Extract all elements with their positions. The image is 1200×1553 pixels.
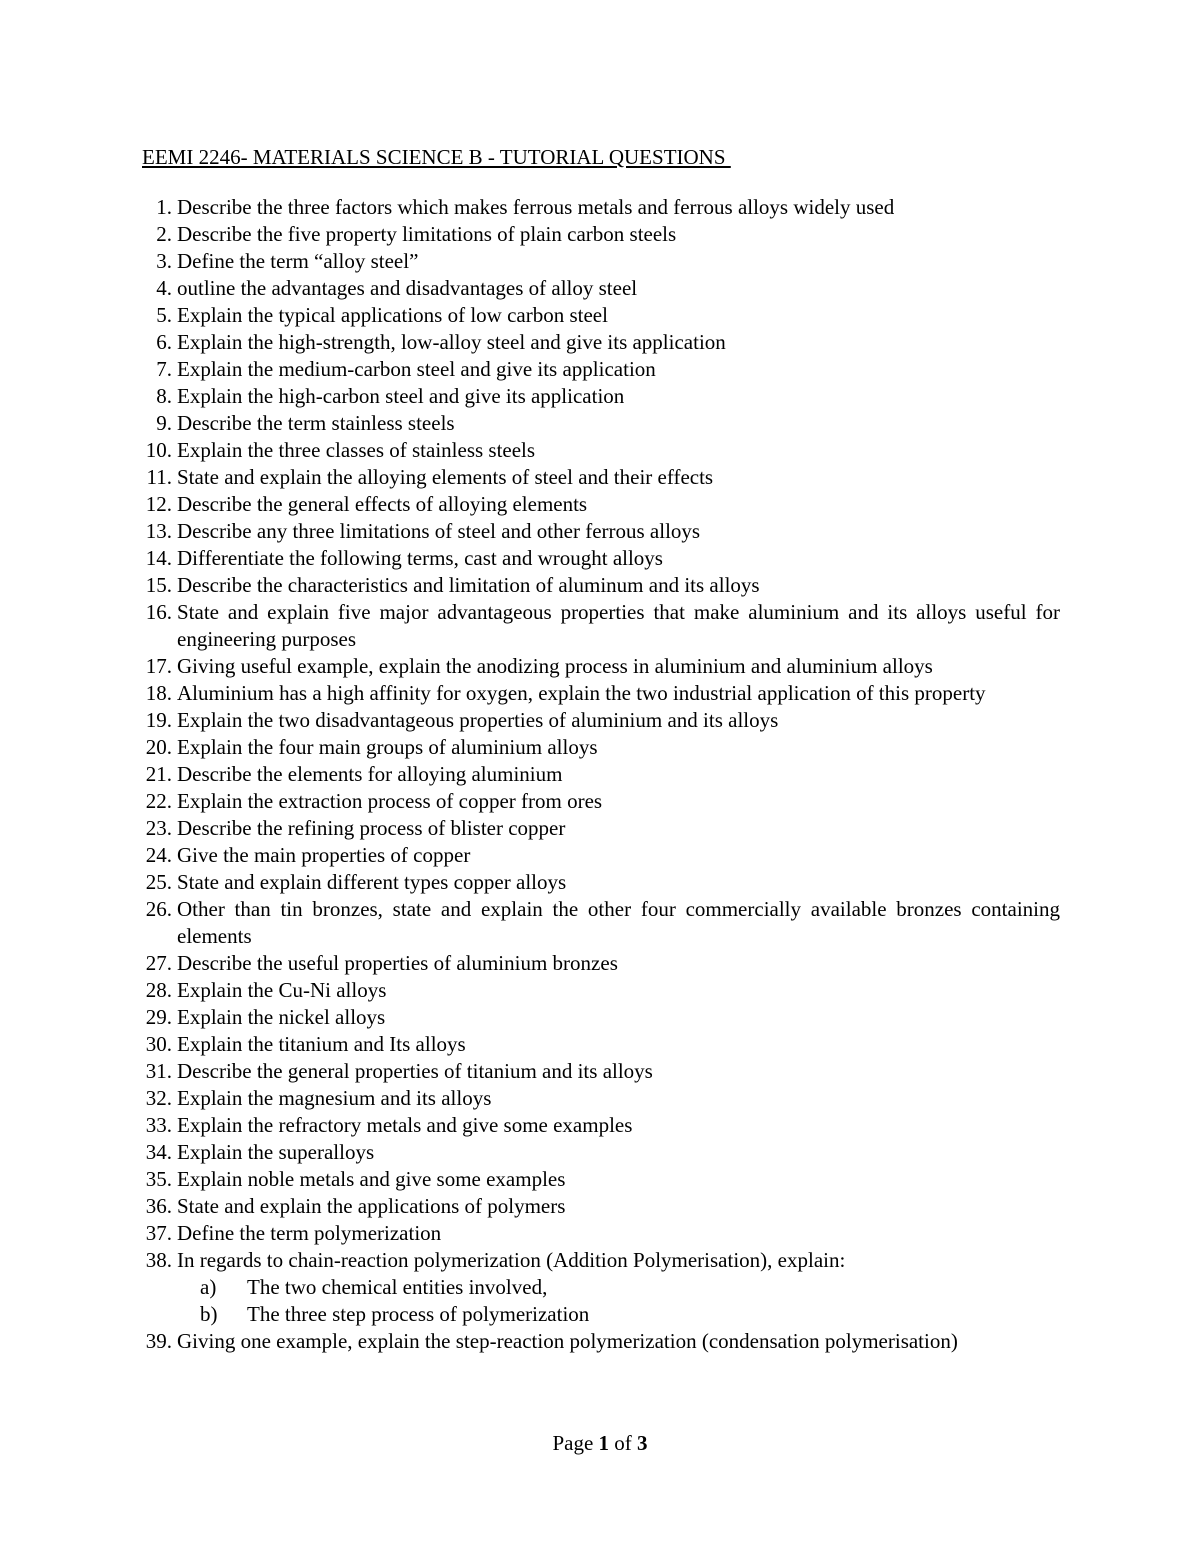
question-text: Describe the useful properties of aluminium bronzes xyxy=(177,951,618,975)
question-item xyxy=(130,1085,1060,1112)
question-text: Explain the four main groups of aluminium alloys xyxy=(177,735,598,759)
question-number: 12. xyxy=(145,492,172,516)
question-text: State and explain the applications of polymers xyxy=(177,1194,566,1218)
question-text: Explain the refractory metals and give some examples xyxy=(177,1113,633,1137)
question-item xyxy=(130,491,1060,518)
question-text: Other than tin bronzes, state and explain the other four commercially available bronzes containing elements xyxy=(177,897,1060,948)
question-item xyxy=(130,383,1060,410)
question-text: Describe the general properties of titanium and its alloys xyxy=(177,1059,653,1083)
question-number: 21. xyxy=(145,762,172,786)
question-item xyxy=(130,1247,1060,1328)
question-number: 18. xyxy=(145,681,172,705)
sub-question-text: The three step process of polymerization xyxy=(247,1302,590,1326)
question-item xyxy=(130,1112,1060,1139)
question-number: 3. xyxy=(156,249,172,273)
question-text: Differentiate the following terms, cast and wrought alloys xyxy=(177,546,663,570)
question-number: 39. xyxy=(145,1329,172,1353)
question-item xyxy=(130,815,1060,842)
question-item xyxy=(130,329,1060,356)
question-item xyxy=(130,1220,1060,1247)
question-text: Explain noble metals and give some examples xyxy=(177,1167,566,1191)
question-number: 2. xyxy=(156,222,172,246)
question-number: 1. xyxy=(156,195,172,219)
question-item xyxy=(130,275,1060,302)
question-text: Explain the high-strength, low-alloy steel and give its application xyxy=(177,330,726,354)
question-number: 23. xyxy=(145,816,172,840)
question-number: 17. xyxy=(145,654,172,678)
sub-question-item xyxy=(177,1301,1060,1328)
question-item xyxy=(130,194,1060,221)
question-text: Explain the extraction process of copper from ores xyxy=(177,789,603,813)
question-number: 4. xyxy=(156,276,172,300)
question-number: 33. xyxy=(145,1113,172,1137)
sub-question-letter: b) xyxy=(200,1302,218,1326)
question-item xyxy=(130,896,1060,950)
question-text: Explain the medium-carbon steel and give its application xyxy=(177,357,656,381)
question-item xyxy=(130,1139,1060,1166)
question-number: 36. xyxy=(145,1194,172,1218)
question-item xyxy=(130,1004,1060,1031)
document-title: EEMI 2246- MATERIALS SCIENCE B - TUTORIAL QUESTIONS xyxy=(142,145,731,169)
question-item xyxy=(130,1058,1060,1085)
question-item xyxy=(130,572,1060,599)
question-text: Explain the typical applications of low carbon steel xyxy=(177,303,608,327)
question-text: Explain the magnesium and its alloys xyxy=(177,1086,492,1110)
question-item xyxy=(130,761,1060,788)
question-item xyxy=(130,869,1060,896)
question-number: 7. xyxy=(156,357,172,381)
question-number: 16. xyxy=(145,600,172,624)
question-item xyxy=(130,680,1060,707)
question-number: 34. xyxy=(145,1140,172,1164)
question-number: 15. xyxy=(145,573,172,597)
question-item xyxy=(130,653,1060,680)
question-text: Explain the three classes of stainless steels xyxy=(177,438,536,462)
question-number: 32. xyxy=(145,1086,172,1110)
question-item xyxy=(130,1193,1060,1220)
page-footer xyxy=(0,1430,1200,1456)
total-pages-number: 3 xyxy=(637,1431,648,1455)
question-item xyxy=(130,1031,1060,1058)
question-item xyxy=(130,248,1060,275)
question-text: Describe the refining process of blister copper xyxy=(177,816,566,840)
sub-question-list xyxy=(177,1274,1060,1328)
question-number: 24. xyxy=(145,843,172,867)
question-text: Define the term polymerization xyxy=(177,1221,442,1245)
question-text: Giving one example, explain the step-reaction polymerization (condensation polymerisation) xyxy=(177,1329,958,1353)
question-item xyxy=(130,599,1060,653)
question-number: 37. xyxy=(145,1221,172,1245)
question-item xyxy=(130,410,1060,437)
question-text: Explain the nickel alloys xyxy=(177,1005,386,1029)
question-number: 27. xyxy=(145,951,172,975)
question-item xyxy=(130,1328,1060,1355)
question-text: State and explain the alloying elements of steel and their effects xyxy=(177,465,714,489)
question-text: In regards to chain-reaction polymerization (Addition Polymerisation), explain: xyxy=(177,1248,846,1272)
question-number: 30. xyxy=(145,1032,172,1056)
sub-question-letter: a) xyxy=(200,1275,217,1299)
question-list xyxy=(130,194,1060,1355)
question-item xyxy=(130,788,1060,815)
question-number: 11. xyxy=(146,465,172,489)
question-item xyxy=(130,545,1060,572)
question-number: 8. xyxy=(156,384,172,408)
page-label: Page xyxy=(552,1431,599,1455)
question-item xyxy=(130,356,1060,383)
question-item xyxy=(130,842,1060,869)
question-text: Give the main properties of copper xyxy=(177,843,471,867)
question-number: 20. xyxy=(145,735,172,759)
question-text: Giving useful example, explain the anodizing process in aluminium and aluminium alloys xyxy=(177,654,933,678)
question-text: Aluminium has a high affinity for oxygen, explain the two industrial application of this property xyxy=(177,681,986,705)
question-text: State and explain five major advantageous properties that make aluminium and its alloys useful for engineering purposes xyxy=(177,600,1060,651)
question-number: 22. xyxy=(145,789,172,813)
question-text: Describe any three limitations of steel and other ferrous alloys xyxy=(177,519,701,543)
question-item xyxy=(130,707,1060,734)
question-text: Explain the Cu-Ni alloys xyxy=(177,978,387,1002)
question-number: 13. xyxy=(145,519,172,543)
question-number: 5. xyxy=(156,303,172,327)
question-text: outline the advantages and disadvantages of alloy steel xyxy=(177,276,638,300)
question-item xyxy=(130,464,1060,491)
question-number: 6. xyxy=(156,330,172,354)
question-number: 35. xyxy=(145,1167,172,1191)
question-text: Describe the five property limitations of plain carbon steels xyxy=(177,222,677,246)
question-item xyxy=(130,1166,1060,1193)
page-of-label: of xyxy=(609,1431,638,1455)
question-number: 26. xyxy=(145,897,172,921)
question-text: Explain the two disadvantageous properties of aluminium and its alloys xyxy=(177,708,779,732)
question-text: Explain the titanium and Its alloys xyxy=(177,1032,466,1056)
question-item xyxy=(130,977,1060,1004)
question-text: Explain the superalloys xyxy=(177,1140,375,1164)
question-text: Explain the high-carbon steel and give its application xyxy=(177,384,625,408)
question-number: 19. xyxy=(145,708,172,732)
question-number: 25. xyxy=(145,870,172,894)
question-number: 28. xyxy=(145,978,172,1002)
question-text: Describe the characteristics and limitation of aluminum and its alloys xyxy=(177,573,760,597)
question-number: 14. xyxy=(145,546,172,570)
question-text: State and explain different types copper alloys xyxy=(177,870,567,894)
question-text: Define the term “alloy steel” xyxy=(177,249,419,273)
question-text: Describe the elements for alloying aluminium xyxy=(177,762,563,786)
question-item xyxy=(130,437,1060,464)
question-item xyxy=(130,950,1060,977)
question-text: Describe the term stainless steels xyxy=(177,411,455,435)
question-text: Describe the three factors which makes ferrous metals and ferrous alloys widely used xyxy=(177,195,895,219)
question-number: 9. xyxy=(156,411,172,435)
question-number: 10. xyxy=(145,438,172,462)
question-item xyxy=(130,734,1060,761)
question-text: Describe the general effects of alloying elements xyxy=(177,492,588,516)
sub-question-item xyxy=(177,1274,1060,1301)
question-item xyxy=(130,221,1060,248)
question-number: 29. xyxy=(145,1005,172,1029)
question-item xyxy=(130,518,1060,545)
question-number: 38. xyxy=(145,1248,172,1272)
question-number: 31. xyxy=(145,1059,172,1083)
current-page-number: 1 xyxy=(598,1431,610,1455)
sub-question-text: The two chemical entities involved, xyxy=(247,1275,548,1299)
question-item xyxy=(130,302,1060,329)
